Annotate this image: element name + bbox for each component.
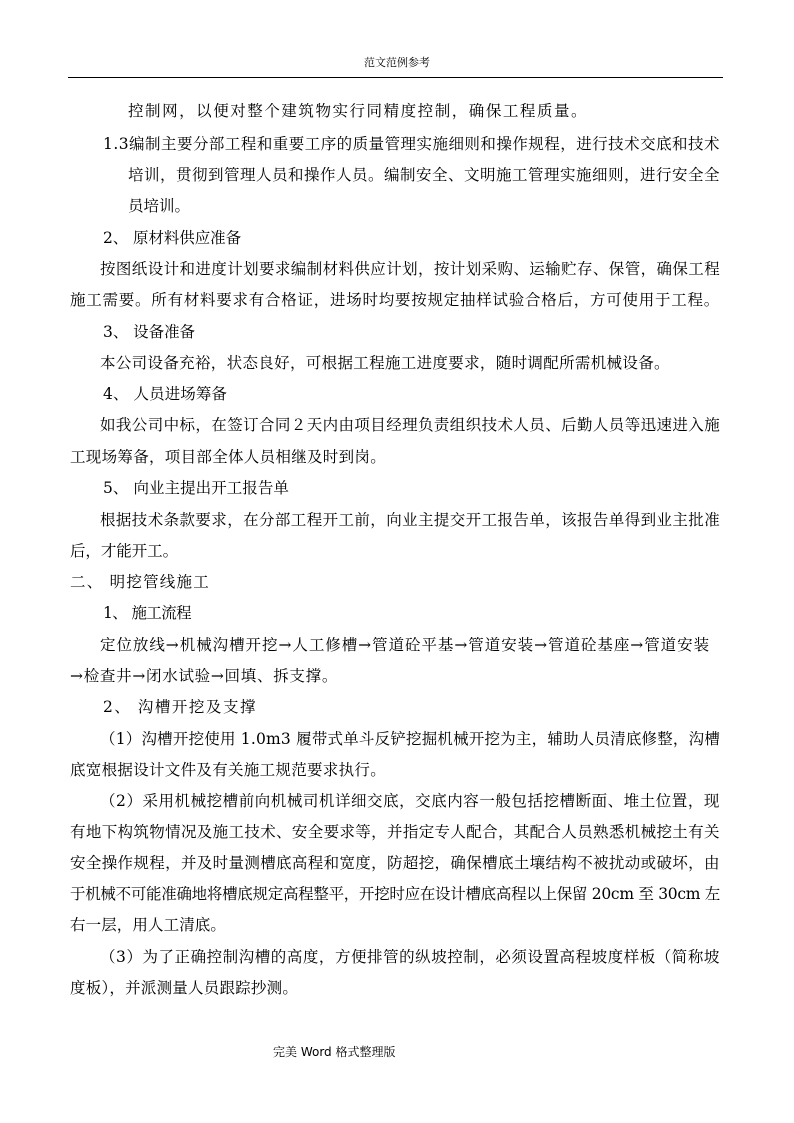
text-line: 根据技术条款要求，在分部工程开工前，向业主提交开工报告单，该报告单得到业主批准 [100,511,721,529]
text-line: 后，才能开工。 [70,542,179,560]
text-line: 于机械不可能准确地将槽底规定高程整平，开挖时应在设计槽底高程以上保留 20cm 至 30cm 左 [70,885,720,903]
text-line: （2）采用机械挖槽前向机械司机详细交底，交底内容一般包括挖槽断面、堆土位置，现 [100,792,720,810]
text-line: 培训，贯彻到管理人员和操作人员。编制安全、文明施工管理实施细则，进行安全全 [128,166,721,184]
text-line: 本公司设备充裕，状态良好，可根据工程施工进度要求，随时调配所需机械设备。 [100,354,670,372]
chapter-heading: 二、 明挖管线施工 [70,573,210,591]
text-line: 定位放线→机械沟槽开挖→人工修槽→管道砼平基→管道安装→管道砼基座→管道安装 [100,636,711,654]
text-line: 员培训。 [128,197,191,215]
text-line: 1.3编制主要分部工程和重要工序的质量管理实施细则和操作规程，进行技术交底和技术 [103,135,720,153]
section-heading: 4、 人员进场筹备 [103,385,228,403]
text-line: 施工需要。所有材料要求有合格证，进场时均要按规定抽样试验合格后，方可使用于工程。 [70,291,721,309]
text-line: 度板），并派测量人员跟踪抄测。 [70,979,299,997]
text-line: 如我公司中标，在签订合同２天内由项目经理负责组织技术人员、后勤人员等迅速进入施 [100,416,721,434]
section-heading: 2、 原材料供应准备 [103,229,241,247]
text-line: 右一层，用人工清底。 [70,916,227,934]
header-title: 范文范例参考 [364,56,430,69]
page-footer: 完美 Word 格式整理版 [273,1045,396,1059]
text-line: 底宽根据设计文件及有关施工规范要求执行。 [70,761,387,779]
header-divider [68,77,723,78]
section-heading: 2、 沟槽开挖及支撑 [103,698,257,716]
section-heading: 5、 向业主提出开工报告单 [103,479,289,497]
section-heading: 1、 施工流程 [103,604,192,622]
text-line: 安全操作规程，并及时量测槽底高程和宽度，防超挖，确保槽底土壤结构不被扰动或破坏，由 [70,854,720,872]
text-line: 按图纸设计和进度计划要求编制材料供应计划，按计划采购、运输贮存、保管，确保工程 [100,260,721,278]
text-line: →检查井→闭水试验→回填、拆支撑。 [70,667,339,685]
section-heading: 3、 设备准备 [103,323,196,341]
text-line: （3）为了正确控制沟槽的高度，方便排管的纵坡控制，必须设置高程坡度样板（简称坡 [100,948,720,966]
text-line: （1）沟槽开挖使用 1.0m3 履带式单斗反铲挖掘机械开挖为主，辅助人员清底修整，沟槽 [100,730,721,748]
text-line: 有地下构筑物情况及施工技术、安全要求等，并指定专人配合，其配合人员熟悉机械挖土有关 [70,823,720,841]
text-line: 工现场筹备，项目部全体人员相继及时到岗。 [70,448,387,466]
text-line: 控制网，以便对整个建筑物实行同精度控制，确保工程质量。 [128,102,589,120]
